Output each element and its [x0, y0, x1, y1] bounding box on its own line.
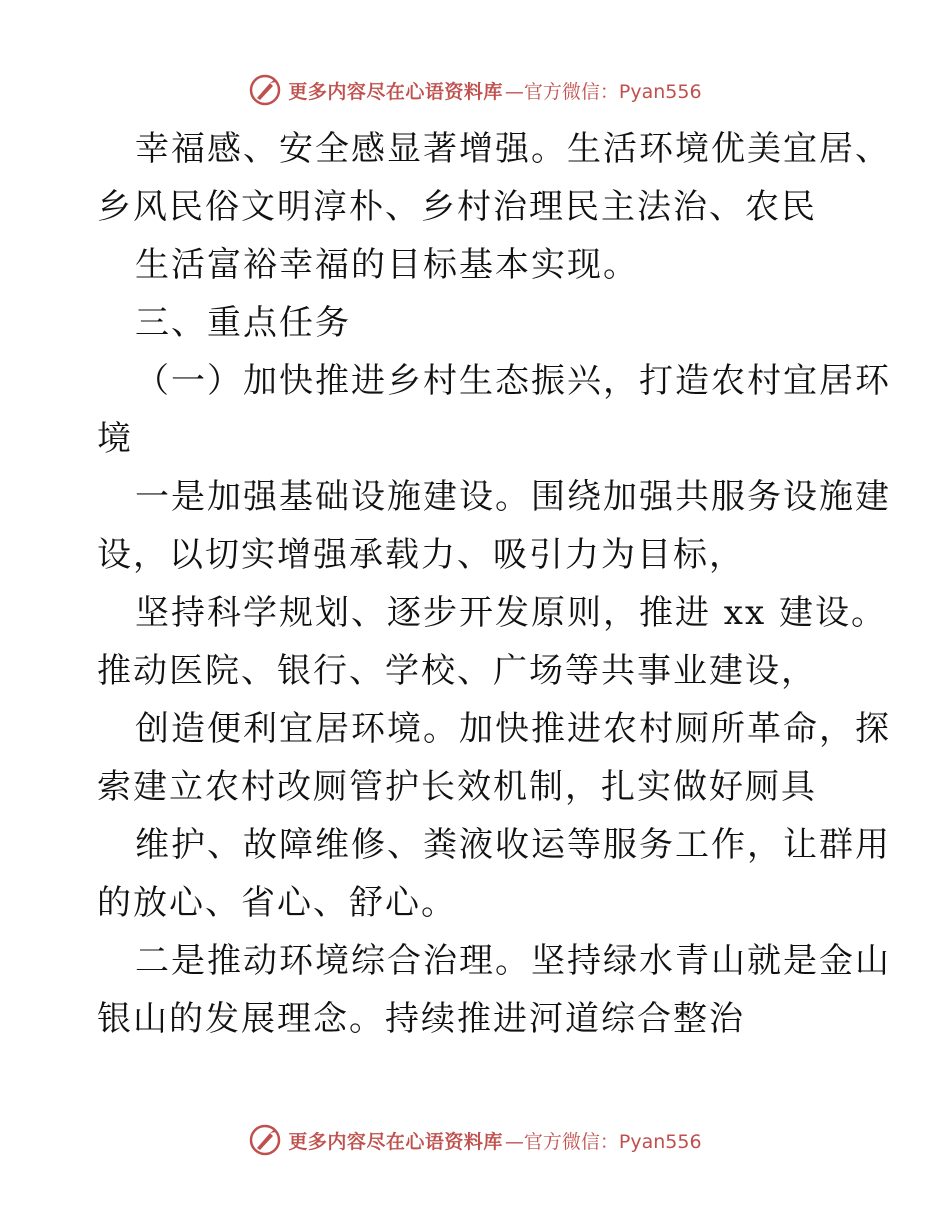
feather-pen-logo-icon [248, 1123, 282, 1157]
document-body [97, 120, 891, 1048]
subsection-heading-cont: 境 [97, 419, 133, 459]
text-line: 幸福感、安全感显著增强。生活环境优美宜居、 [135, 129, 891, 169]
text-line: 乡风民俗文明淳朴、乡村治理民主法治、农民 [97, 187, 817, 227]
text-line: 推动医院、银行、学校、广场等共事业建设， [97, 651, 817, 691]
text-line: 的放心、省心、舒心。 [97, 883, 457, 923]
text-line: 索建立农村改厕管护长效机制，扎实做好厕具 [97, 767, 817, 807]
text-line: 坚持科学规划、逐步开发原则，推进 xx 建设。 [135, 593, 887, 633]
banner-wechat-text: —官方微信：Pyan556 [504, 80, 702, 103]
footer-banner [0, 1120, 950, 1160]
text-line: 二是推动环境综合治理。坚持绿水青山就是金山 [135, 941, 891, 981]
banner-wechat-text: —官方微信：Pyan556 [504, 1130, 702, 1153]
feather-pen-logo-icon [248, 73, 282, 107]
text-line: 生活富裕幸福的目标基本实现。 [135, 245, 639, 285]
subsection-heading: （一）加快推进乡村生态振兴，打造农村宜居环 [135, 361, 891, 401]
text-line: 银山的发展理念。持续推进河道综合整治 [97, 999, 745, 1039]
text-line: 创造便利宜居环境。加快推进农村厕所革命，探 [135, 709, 891, 749]
text-line: 维护、故障维修、粪液收运等服务工作，让群用 [135, 825, 891, 865]
text-line: 设，以切实增强承载力、吸引力为目标， [97, 535, 745, 575]
banner-brand-text: 更多内容尽在心语资料库 [288, 1130, 503, 1153]
header-banner [0, 70, 950, 110]
text-line: 一是加强基础设施建设。围绕加强共服务设施建 [135, 477, 891, 517]
banner-brand-text: 更多内容尽在心语资料库 [288, 80, 503, 103]
section-heading: 三、重点任务 [135, 303, 351, 343]
